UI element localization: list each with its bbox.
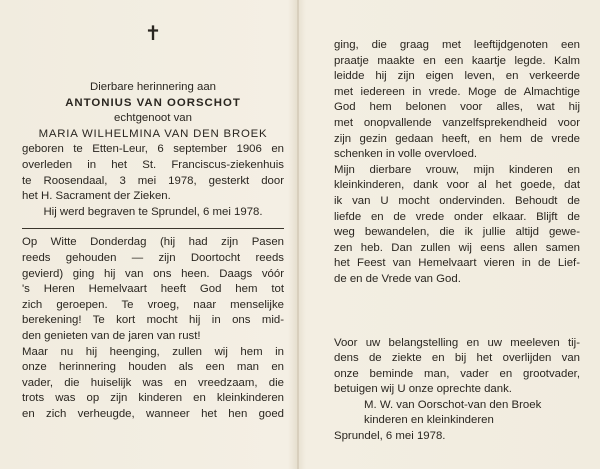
text-line: vader, die huiselijk was en vreedzaam, die — [22, 376, 284, 389]
card-fold — [297, 0, 299, 469]
text-line: praatje maakte en een kaartje legde. Kalm — [334, 54, 580, 67]
text-line: schenken in volle overvloed. — [334, 148, 478, 161]
text-line: het Feest van Hemelvaart vieren in de Lief- — [334, 257, 580, 270]
text-line: ik van U mocht ondervinden. Behoudt de — [334, 194, 580, 207]
text-line: liefde en de vrede onder elkaar. Blijft de — [334, 210, 580, 223]
text-line: leidde hij zijn eigen leven, en verkeerde — [334, 70, 580, 83]
text-line: betuigen wij U onze oprechte dank. — [334, 383, 512, 396]
deceased-name: ANTONIUS VAN OORSCHOT — [65, 96, 241, 109]
right-page — [334, 38, 580, 445]
text-line: reeds gehouden — zijn Doortocht reeds — [22, 251, 284, 264]
text-line: de en de Vrede van God. — [334, 272, 461, 285]
text-line: Voor uw belangstelling en uw meeleven tij- — [334, 336, 580, 349]
text-line: Maar nu hij heenging, zullen wij hem in — [22, 345, 284, 358]
divider — [22, 228, 284, 229]
memorial-text — [22, 235, 284, 422]
text-line: God hem belonen voor alles, wat hij — [334, 101, 580, 114]
text-line: dens de ziekte en bij het overlijden van — [334, 352, 580, 365]
text-line: zich geroepen. Te vroeg, naar menselijke — [22, 298, 284, 311]
bio-line: te Roosendaal, 3 mei 1978, gesterkt door — [22, 174, 284, 187]
bio-line: het H. Sacrament der Zieken. — [22, 190, 171, 203]
text-line: met onopvallende vanzelfsprekendheid voor — [334, 116, 580, 129]
text-line: weg bewandelen, die ik jullie altijd gewe- — [334, 226, 580, 239]
left-page — [22, 22, 284, 422]
text-line: gevierd) ging hij van ons heen. Daags vóór — [22, 267, 284, 280]
biography — [22, 142, 284, 204]
text-line: trots was op zijn kinderen en kleinkinderen — [22, 392, 284, 405]
bio-line: geboren te Etten-Leur, 6 september 1906 en — [22, 143, 284, 156]
memorial-text-continued — [334, 38, 580, 163]
signature-family: kinderen en kleinkinderen — [364, 414, 494, 427]
text-line: 's Heren Hemelvaart heeft God hem tot — [22, 283, 284, 296]
text-line: onze herinnering houden als een man en — [22, 361, 284, 374]
farewell-text — [334, 163, 580, 288]
text-line: onze beminde man, vader en grootvader, — [334, 367, 580, 380]
bio-line: overleden in het St. Franciscus-ziekenhuis — [22, 158, 284, 171]
signature-name: M. W. van Oorschot-van den Broek — [364, 398, 542, 411]
spacer — [334, 288, 580, 336]
text-line: zijn gezin gedaan heeft, en hem de vrede — [334, 132, 580, 145]
spouse-name: MARIA WILHELMINA VAN DEN BROEK — [38, 127, 268, 140]
text-line: berekening! Te kort mocht hij in ons mid- — [22, 314, 284, 327]
text-line: met iedereen in vrede. Moge de Almachtige — [334, 85, 580, 98]
burial-text: Hij werd begraven te Sprundel, 6 mei 1978. — [43, 205, 263, 218]
text-line: Op Witte Donderdag (hij had zijn Pasen — [22, 236, 284, 249]
text-line: kleinkinderen, dank voor al het goede, dat — [334, 179, 580, 192]
text-line: ging, die graag met leeftijdgenoten een — [334, 39, 580, 51]
cross-icon: ✝ — [144, 23, 162, 45]
text-line: den genieten van de jaren van rust! — [22, 329, 201, 342]
intro-text: Dierbare herinnering aan — [89, 81, 216, 93]
thanks-text — [334, 336, 580, 398]
text-line: en zich verheugde, wanneer het hen goed — [22, 407, 284, 420]
relation-text: echtgenoot van — [114, 112, 192, 125]
place-date: Sprundel, 6 mei 1978. — [334, 430, 446, 443]
text-line: Mijn dierbare vrouw, mijn kinderen en — [334, 163, 580, 176]
text-line: zen heb. Dan zullen wij eens allen samen — [334, 241, 580, 254]
